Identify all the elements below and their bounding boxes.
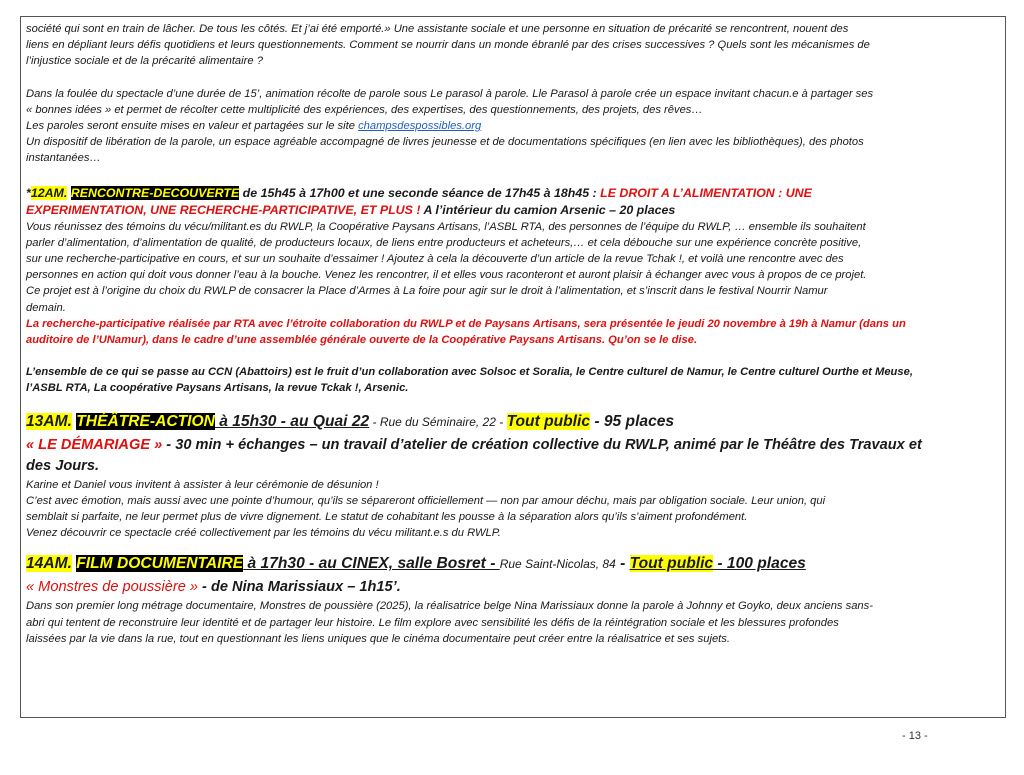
parasol-line: « bonnes idées » et permet de récolter cette multiplicité des expériences, des expertises, des questionnements, des projets, des rêves… — [26, 103, 703, 116]
am12-body: personnes en action qui doit vous donner l’eau à la bouche. Venez les rencontrer, il et elles vous raconteront et auront plaisir à échanger avec vous à propos de ce projet. — [26, 269, 867, 282]
am12-body: Ce projet est à l’origine du choix du RWLP de consacrer la Place d’Armes à La foire pour agir sur le droit à l’alimentation, et s’inscrit dans le festival Nourrir Namur — [26, 285, 828, 298]
ccn-line: L’ensemble de ce qui se passe au CCN (Abattoirs) est le fruit d’un collaboration avec Solsoc et Soralia, le Centre culturel de Namur, le Centre culturel Ourthe et Meuse, — [26, 366, 913, 379]
am12-heading-line2 — [26, 202, 997, 219]
am14-subtitle-red: « Monstres de poussière » — [26, 579, 203, 596]
am12-code: 12AM. — [30, 185, 68, 200]
am14-body: abri qui tentent de reconstruire leur identité et de partager leur histoire. Le film explore avec sensibilité les défis de la réintégration sociale et les blessures profondes — [26, 616, 839, 629]
am13-subtitle-red: « LE DÉMARIAGE » — [26, 436, 167, 453]
am14-tag: FILM DOCUMENTAIRE — [76, 555, 244, 573]
am14-audience: Tout public — [629, 555, 714, 573]
am12-body: Vous réunissez des témoins du vécu/militant.es du RWLP, la Coopérative Paysans Artisans, l’ASBL RTA, des personnes de l’équipe du RWLP, … ensemble ils souhaitent — [26, 220, 866, 233]
parasol-text: Les paroles seront ensuite mises en valeur et partagées sur le site — [26, 120, 359, 133]
page-content — [21, 17, 1005, 647]
am12-prefix: * — [26, 185, 31, 200]
am12-body: parler d’alimentation, d’alimentation de qualité, de producteurs locaux, de liens entre producteurs et acheteurs,… et cela débouche sur une expérience concrète positive, — [26, 236, 862, 249]
intro-line: liens en dépliant leurs défis quotidiens et leurs questionnements. Comment se nourrir dans un monde ébranlé par des crises successives ? Quels sont les mécanismes de — [26, 39, 870, 52]
am14-code: 14AM. — [26, 555, 72, 573]
am12-red-body: auditoire de l’UNamur), dans le cadre d’une assemblée générale ouverte de la Coopérative Paysans Artisans. Qu’on se le dise. — [26, 334, 698, 347]
am13-heading — [26, 411, 997, 433]
am13-body: C’est avec émotion, mais aussi avec une pointe d’humour, qu’ils se sépareront officiellement — non par amour déchu, mais par obligation sociale. Leur union, qui — [26, 494, 826, 507]
am13-body: Venez découvrir ce spectacle créé collectivement par les témoins du vécu militant.e.s du RWLP. — [26, 527, 501, 540]
am14-time-place: à 17h30 - au CINEX, salle Bosret - — [243, 555, 500, 573]
am13-subtitle-line2: des Jours. — [26, 457, 99, 474]
page-number: - 13 - — [902, 730, 928, 742]
am14-body: laissées par la vie dans la rue, tout en questionnant les liens uniques que le cinéma documentaire peut créer entre la réalisatrice et ses sujets. — [26, 632, 730, 645]
page-frame — [20, 16, 1006, 718]
intro-line: l’injustice sociale et de la précarité alimentaire ? — [26, 55, 263, 68]
parasol-line: Dans la foulée du spectacle d’une durée de 15’, animation récolte de parole sous Le parasol à parole. Lle Parasol à parole crée un espace invitant chacun.e à partager ses — [26, 87, 874, 100]
parasol-line: instantanées… — [26, 152, 101, 165]
am13-audience: Tout public — [506, 412, 591, 430]
am12-title-red: LE DROIT A L’ALIMENTATION : UNE — [600, 185, 812, 200]
am12-title-red: EXPERIMENTATION, UNE RECHERCHE-PARTICIPATIVE, ET PLUS ! — [26, 202, 424, 217]
am14-heading — [26, 553, 997, 575]
am13-places: - 95 places — [590, 412, 675, 430]
am12-red-body: La recherche-participative réalisée par RTA avec l’étroite collaboration du RWLP et de Paysans Artisans, sera présentée le jeudi 20 novembre à 19h à Namur (dans un — [26, 317, 906, 330]
ccn-line: l’ASBL RTA, La coopérative Paysans Artisans, la revue Tckak !, Arsenic. — [26, 382, 409, 395]
am13-subtitle-rest: - 30 min + échanges – un travail d’atelier de création collective du RWLP, animé par le Théâtre des Travaux et — [166, 436, 922, 453]
parasol-line — [26, 118, 997, 134]
am14-subtitle-rest: - de Nina Marissiaux – 1h15’. — [202, 579, 401, 596]
am14-address: Rue Saint-Nicolas, 84 — [499, 557, 616, 572]
am13-code: 13AM. — [26, 412, 72, 430]
am13-body: semblait si parfaite, ne leur permet plus de vivre dignement. Le statut de cohabitant les pousse à la séparation alors qu’ils s’aiment profondément. — [26, 511, 748, 524]
am12-location: A l’intérieur du camion Arsenic – 20 places — [423, 202, 676, 217]
parasol-line: Un dispositif de libération de la parole, un espace agréable accompagné de livres jeunesse et de documentations spécifiques (en lien avec les bibliothèques), des photos — [26, 136, 864, 149]
am13-body: Karine et Daniel vous invitent à assister à leur cérémonie de désunion ! — [26, 478, 379, 491]
am13-time-place: à 15h30 - au Quai 22 — [214, 412, 370, 430]
am12-tag: RENCONTRE-DECOUVERTE — [70, 185, 240, 200]
am12-body: demain. — [26, 301, 66, 314]
am12-body: sur une recherche-participative en cours, et sur un souhaite d’essaimer ! Ajoutez à cela la découverte d’un article de la revue Tchak !, et voilà une rencontre avec des — [26, 253, 844, 266]
am14-sep: - — [615, 555, 630, 573]
am12-schedule: de 15h45 à 17h00 et une seconde séance de 17h45 à 18h45 : — [239, 185, 601, 200]
am13-subtitle — [26, 435, 997, 456]
am14-places: - 100 places — [713, 555, 806, 573]
am13-tag: THÉÂTRE-ACTION — [76, 412, 215, 430]
am13-address: - Rue du Séminaire, 22 - — [369, 414, 507, 429]
champsdespossibles-link[interactable]: champsdespossibles.org — [358, 120, 482, 133]
am14-subtitle — [26, 577, 997, 598]
intro-line: société qui sont en train de lâcher. De tous les côtés. Et j’ai été emporté.» Une assistante sociale et une personne en situation de précarité se rencontrent, nouent des — [26, 23, 849, 35]
am12-heading — [26, 185, 997, 202]
am14-body: Dans son premier long métrage documentaire, Monstres de poussière (2025), la réalisatrice belge Nina Marissiaux donne la parole à Johnny et Goyko, deux anciens sans- — [26, 600, 873, 613]
